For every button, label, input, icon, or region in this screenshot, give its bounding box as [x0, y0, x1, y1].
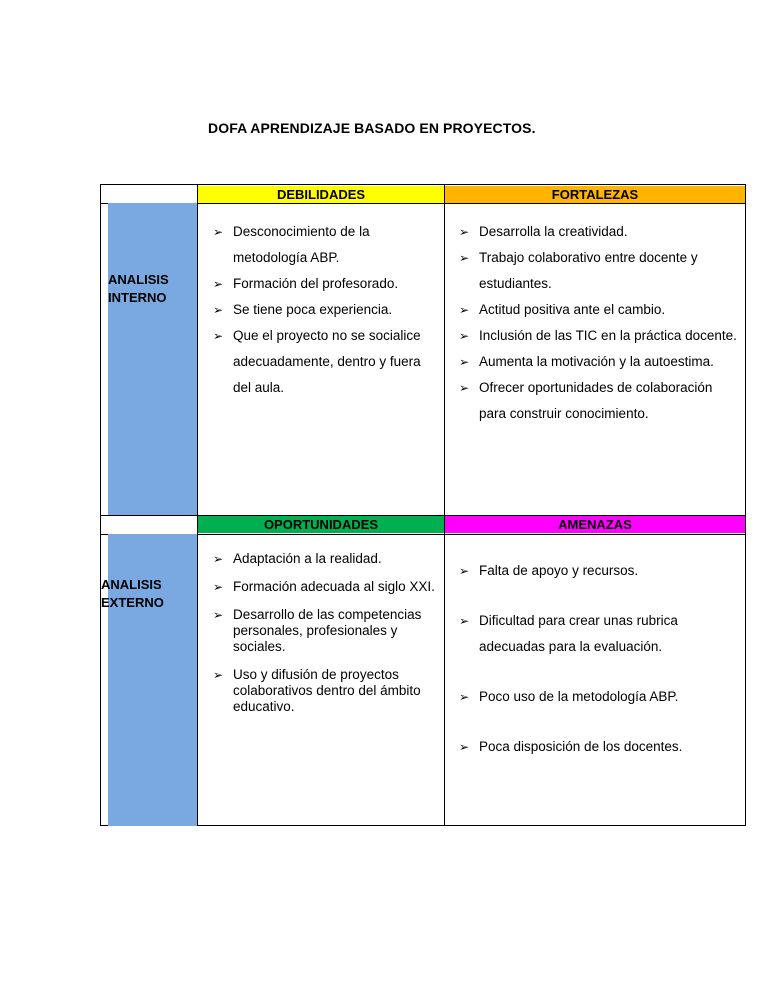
list-item: ➢ Desarrolla la creatividad.: [459, 219, 741, 245]
list-item: ➢ Aumenta la motivación y la autoestima.: [459, 349, 741, 375]
row-divider-header-1: [101, 203, 745, 204]
list-item: ➢ Se tiene poca experiencia.: [213, 297, 438, 323]
column-divider-2: [444, 185, 445, 825]
oportunidades-header: OPORTUNIDADES: [198, 516, 444, 533]
list-item: ➢ Actitud positiva ante el cambio.: [459, 297, 741, 323]
list-item: ➢ Inclusión de las TIC en la práctica docente.: [459, 323, 741, 349]
analisis-interno-label: ANALISIS INTERNO: [108, 272, 169, 305]
dofa-table: [100, 184, 746, 826]
list-item: ➢ Falta de apoyo y recursos.: [459, 558, 741, 584]
list-item: ➢ Formación adecuada al siglo XXI.: [213, 579, 438, 595]
side-cell-interno: [108, 203, 197, 515]
list-item: ➢ Desarrollo de las competencias personales, profesionales y sociales.: [213, 607, 438, 655]
debilidades-list: [213, 219, 438, 401]
column-divider-1: [197, 185, 198, 825]
list-item: ➢ Dificultad para crear unas rubrica adecuadas para la evaluación.: [459, 608, 741, 660]
list-item: ➢ Que el proyecto no se socialice adecuadamente, dentro y fuera del aula.: [213, 323, 438, 401]
analisis-externo-label: ANALISIS EXTERNO: [101, 577, 164, 610]
amenazas-header: AMENAZAS: [445, 516, 745, 533]
amenazas-list: [459, 558, 741, 784]
fortalezas-list: [459, 219, 741, 427]
row-divider-header-2: [101, 534, 745, 535]
oportunidades-list: [213, 551, 438, 727]
list-item: ➢ Poco uso de la metodología ABP.: [459, 684, 741, 710]
side-cell-externo: [101, 534, 197, 826]
document-title: DOFA APRENDIZAJE BASADO EN PROYECTOS.: [208, 120, 536, 136]
list-item: ➢ Ofrecer oportunidades de colaboración para construir conocimiento.: [459, 375, 741, 427]
list-item: ➢ Poca disposición de los docentes.: [459, 734, 741, 760]
list-item: ➢ Uso y difusión de proyectos colaborativos dentro del ámbito educativo.: [213, 667, 438, 715]
list-item: ➢ Adaptación a la realidad.: [213, 551, 438, 567]
fortalezas-header: FORTALEZAS: [445, 186, 745, 203]
list-item: ➢ Trabajo colaborativo entre docente y estudiantes.: [459, 245, 741, 297]
list-item: ➢ Desconocimiento de la metodología ABP.: [213, 219, 438, 271]
debilidades-header: DEBILIDADES: [198, 186, 444, 203]
list-item: ➢ Formación del profesorado.: [213, 271, 438, 297]
